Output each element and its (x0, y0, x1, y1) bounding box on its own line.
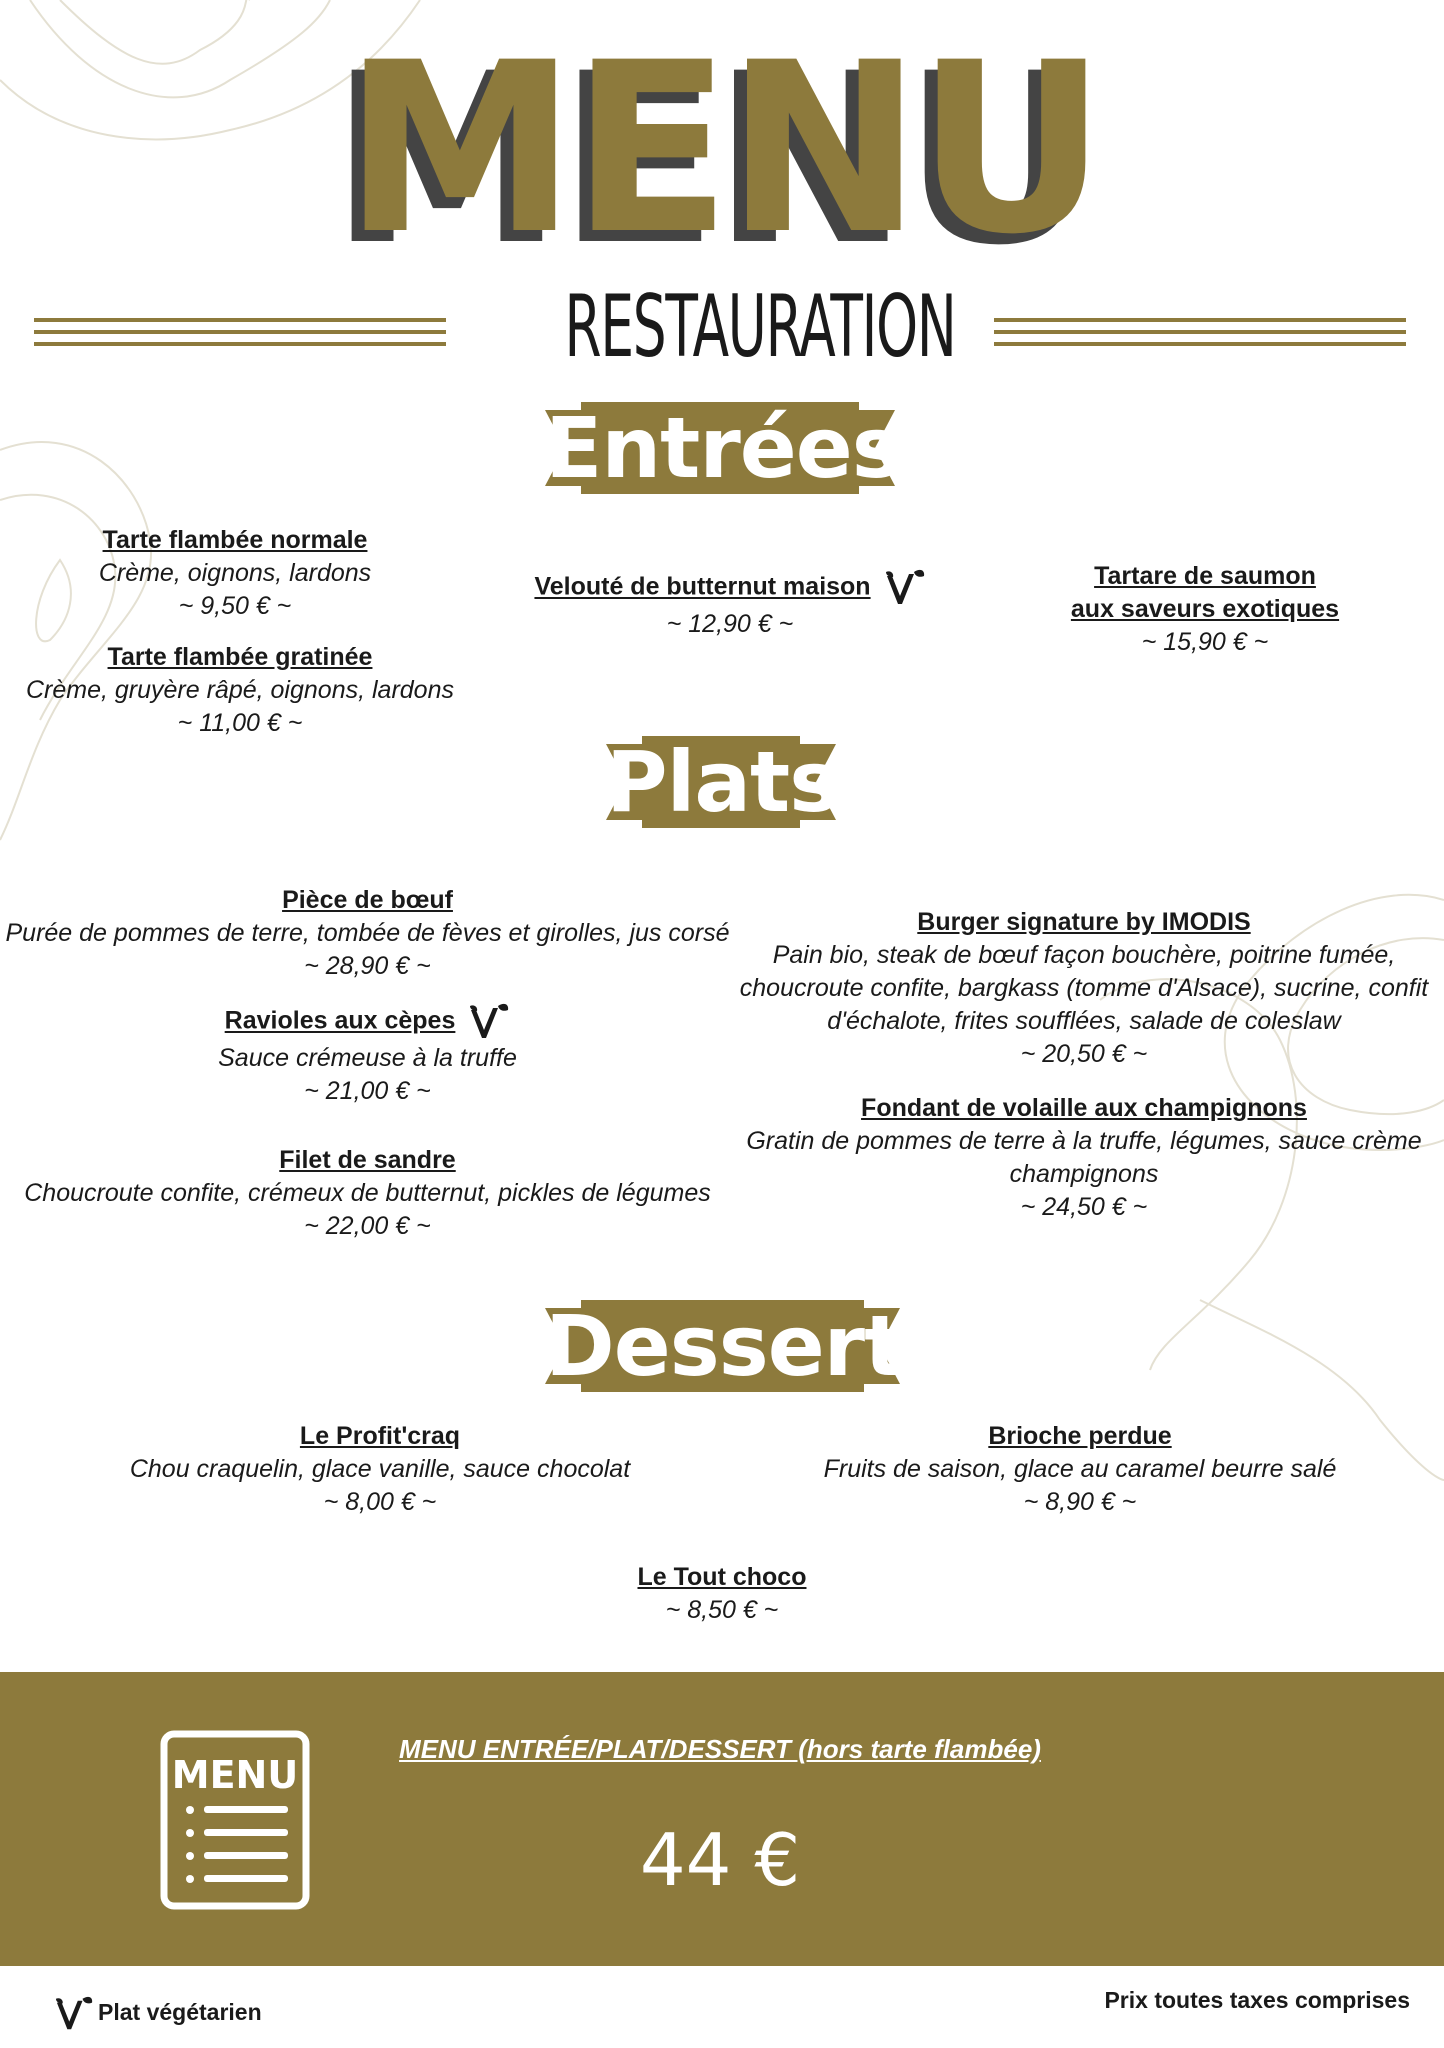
divider-rule (994, 330, 1406, 334)
item-price: ~ 24,50 € ~ (1020, 1193, 1148, 1221)
menu-item (500, 568, 960, 641)
divider-rule (994, 318, 1406, 322)
item-price: ~ 9,50 € ~ (178, 592, 292, 620)
item-name: Burger signature by IMODIS (917, 908, 1251, 936)
item-price: ~ 28,90 € ~ (304, 952, 431, 980)
item-price: ~ 11,00 € ~ (177, 709, 303, 737)
menu-item (0, 1002, 735, 1108)
vegetarian-leaf-icon (468, 1002, 510, 1042)
item-description: Crème, oignons, lardons (98, 559, 372, 587)
item-name: Le Tout choco (637, 1563, 807, 1591)
item-description: champignons (1009, 1160, 1159, 1188)
item-name: Velouté de butternut maison (534, 572, 871, 601)
item-price: ~ 8,50 € ~ (665, 1596, 779, 1624)
item-price: ~ 22,00 € ~ (304, 1212, 431, 1240)
item-description: Sauce crémeuse à la truffe (218, 1044, 517, 1072)
item-name: Pièce de bœuf (282, 886, 453, 914)
item-description: Chou craquelin, glace vanille, sauce chocolat (129, 1455, 631, 1483)
menu-item (734, 906, 1434, 1071)
subtitle-row (0, 277, 1444, 377)
section-ribbon-plats (606, 733, 839, 831)
menu-item (760, 1420, 1400, 1519)
menu-item (0, 641, 480, 740)
page-subtitle: RESTAURATION (564, 277, 956, 377)
item-price: ~ 12,90 € ~ (666, 610, 794, 638)
menu-title: MENU (343, 13, 1101, 286)
item-description: Pain bio, steak de bœuf façon bouchère, poitrine fumée, (772, 941, 1396, 969)
item-name: Fondant de volaille aux champignons (861, 1094, 1307, 1122)
divider-rule (34, 318, 446, 322)
item-name: Filet de sandre (279, 1146, 456, 1174)
menu-item (0, 884, 735, 983)
menu-item (60, 1420, 700, 1519)
item-name: Tarte flambée gratinée (107, 643, 373, 671)
item-description: Purée de pommes de terre, tombée de fèves et girolles, jus corsé (5, 919, 730, 947)
section-title: Entrées (545, 399, 901, 497)
menu-card-icon (160, 1730, 310, 1910)
menu-item (734, 1092, 1434, 1224)
section-title: Plats (606, 733, 839, 831)
item-name: Le Profit'craq (299, 1422, 461, 1450)
legend-label: Plat végétarien (98, 1999, 262, 2026)
item-description: d'échalote, frites soufflées, salade de coleslaw (827, 1007, 1341, 1035)
taxes-note: Prix toutes taxes comprises (1104, 1987, 1410, 2013)
menu-item (1030, 560, 1380, 659)
item-description: Gratin de pommes de terre à la truffe, légumes, sauce crème (746, 1127, 1422, 1155)
item-price: ~ 8,00 € ~ (323, 1488, 437, 1516)
item-description: choucroute confite, bargkass (tomme d'Alsace), sucrine, confit (739, 974, 1429, 1002)
section-ribbon-desserts (545, 1297, 953, 1395)
item-price: ~ 8,90 € ~ (1023, 1488, 1137, 1516)
item-description: Choucroute confite, crémeux de butternut, pickles de légumes (24, 1179, 711, 1207)
item-price: ~ 15,90 € ~ (1141, 628, 1269, 656)
item-name: Tartare de saumon (1094, 562, 1316, 590)
vegetarian-leaf-icon (884, 568, 926, 608)
divider-rule (994, 342, 1406, 346)
item-name: Brioche perdue (988, 1422, 1172, 1450)
vegetarian-legend (54, 1995, 262, 2033)
divider-rule (34, 330, 446, 334)
formula-price: 44 € (639, 1818, 801, 1902)
divider-rule (34, 342, 446, 346)
item-description: Crème, gruyère râpé, oignons, lardons (25, 676, 454, 704)
item-name: aux saveurs exotiques (1070, 595, 1340, 623)
item-description: Fruits de saison, glace au caramel beurre salé (823, 1455, 1337, 1483)
formula-title: MENU ENTRÉE/PLAT/DESSERT (hors tarte flambée) (399, 1734, 1041, 1764)
item-name: Tarte flambée normale (102, 526, 368, 554)
item-price: ~ 21,00 € ~ (304, 1077, 431, 1105)
section-title: Desserts (545, 1297, 953, 1395)
item-price: ~ 20,50 € ~ (1020, 1040, 1148, 1068)
section-ribbon-entrees (545, 399, 901, 497)
vegetarian-leaf-icon (54, 1995, 94, 2033)
menu-item (0, 1144, 735, 1243)
menu-item (20, 524, 450, 623)
item-name: Ravioles aux cèpes (224, 1006, 456, 1035)
menu-card-label: MENU (171, 1753, 299, 1797)
menu-item (522, 1561, 922, 1627)
